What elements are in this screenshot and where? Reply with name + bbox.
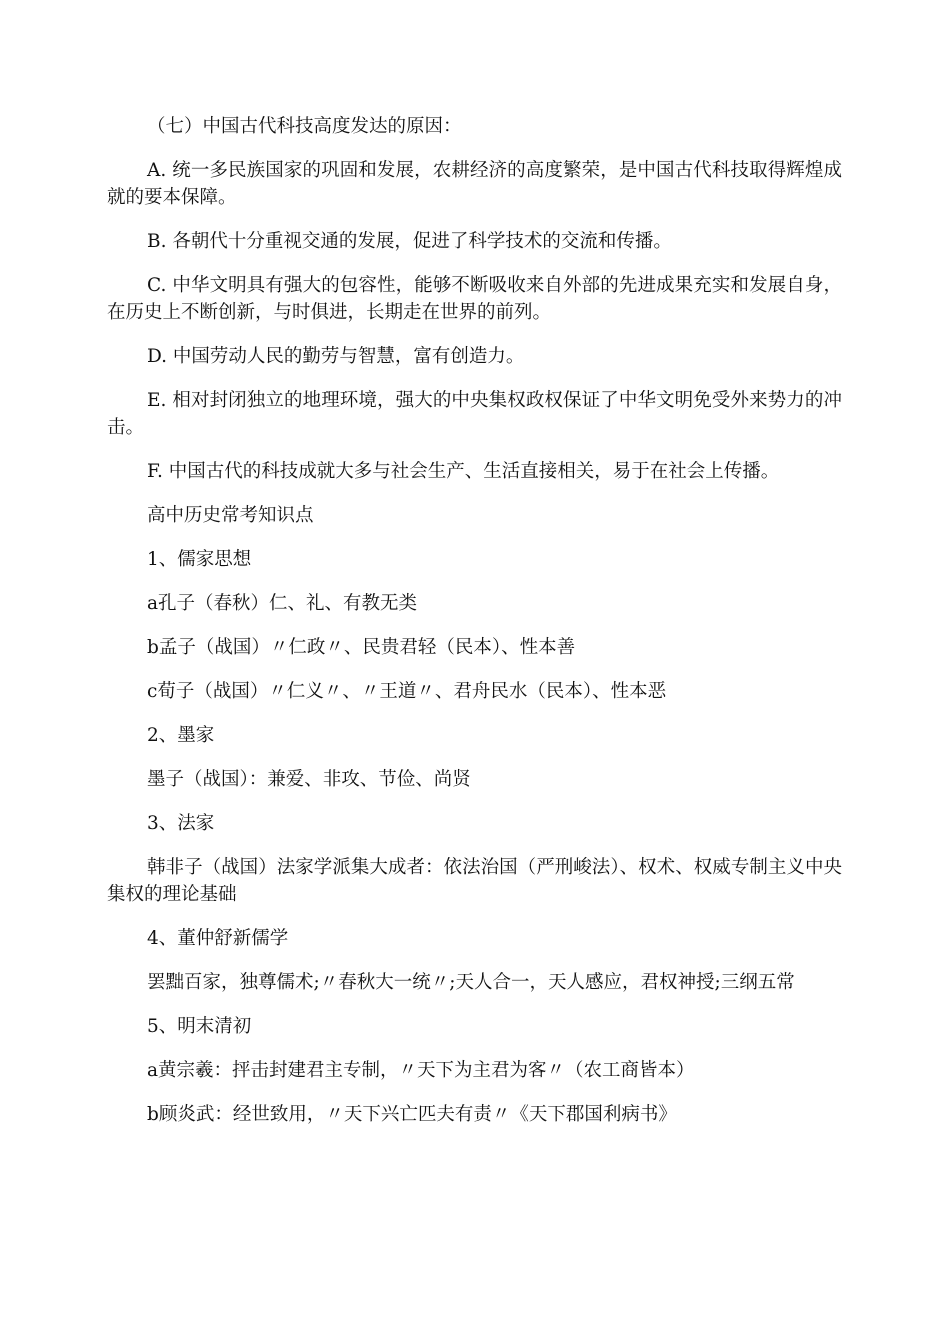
item-2-text: 墨子（战国）：兼爱、非攻、节俭、尚贤	[147, 769, 471, 790]
reason-c: C. 中华文明具有强大的包容性，能够不断吸收来自外部的先进成果充实和发展自身，在历史上不断创新，与时俱进，长期走在世界的前列。	[107, 275, 842, 323]
item-1b: b孟子（战国）〃仁政〃、民贵君轻（民本）、性本善	[147, 637, 576, 658]
item-1-heading: 1、儒家思想	[147, 549, 252, 570]
reason-d: D. 中国劳动人民的勤劳与智慧，富有创造力。	[147, 346, 525, 367]
item-5a: a黄宗羲：抨击封建君主专制，〃天下为主君为客〃（农工商皆本）	[147, 1060, 695, 1081]
item-4-text: 罢黜百家，独尊儒术;〃春秋大一统〃;天人合一，天人感应，君权神授;三纲五常	[147, 972, 795, 993]
item-2-heading: 2、墨家	[147, 725, 215, 746]
item-1a: a孔子（春秋）仁、礼、有教无类	[147, 593, 418, 614]
item-1c: c荀子（战国）〃仁义〃、〃王道〃、君舟民水（民本）、性本恶	[147, 681, 667, 702]
reason-e: E. 相对封闭独立的地理环境，强大的中央集权政权保证了中华文明免受外来势力的冲击。	[107, 390, 842, 438]
item-4-heading: 4、董仲舒新儒学	[147, 928, 289, 949]
section-heading-reasons: （七）中国古代科技高度发达的原因：	[147, 116, 462, 137]
item-5b: b顾炎武：经世致用，〃天下兴亡匹夫有责〃《天下郡国利病书》	[147, 1104, 677, 1125]
reason-f: F. 中国古代的科技成就大多与社会生产、生活直接相关，易于在社会上传播。	[147, 461, 780, 482]
item-3-heading: 3、法家	[147, 813, 215, 834]
item-5-heading: 5、明末清初	[147, 1016, 252, 1037]
reason-b: B. 各朝代十分重视交通的发展，促进了科学技术的交流和传播。	[147, 231, 672, 252]
item-3-text: 韩非子（战国）法家学派集大成者：依法治国（严刑峻法）、权术、权威专制主义中央集权的理论基础	[107, 857, 842, 905]
knowledge-title: 高中历史常考知识点	[147, 505, 314, 526]
document-body	[107, 113, 842, 1145]
reason-a: A. 统一多民族国家的巩固和发展，农耕经济的高度繁荣，是中国古代科技取得辉煌成就的要本保障。	[107, 160, 842, 208]
